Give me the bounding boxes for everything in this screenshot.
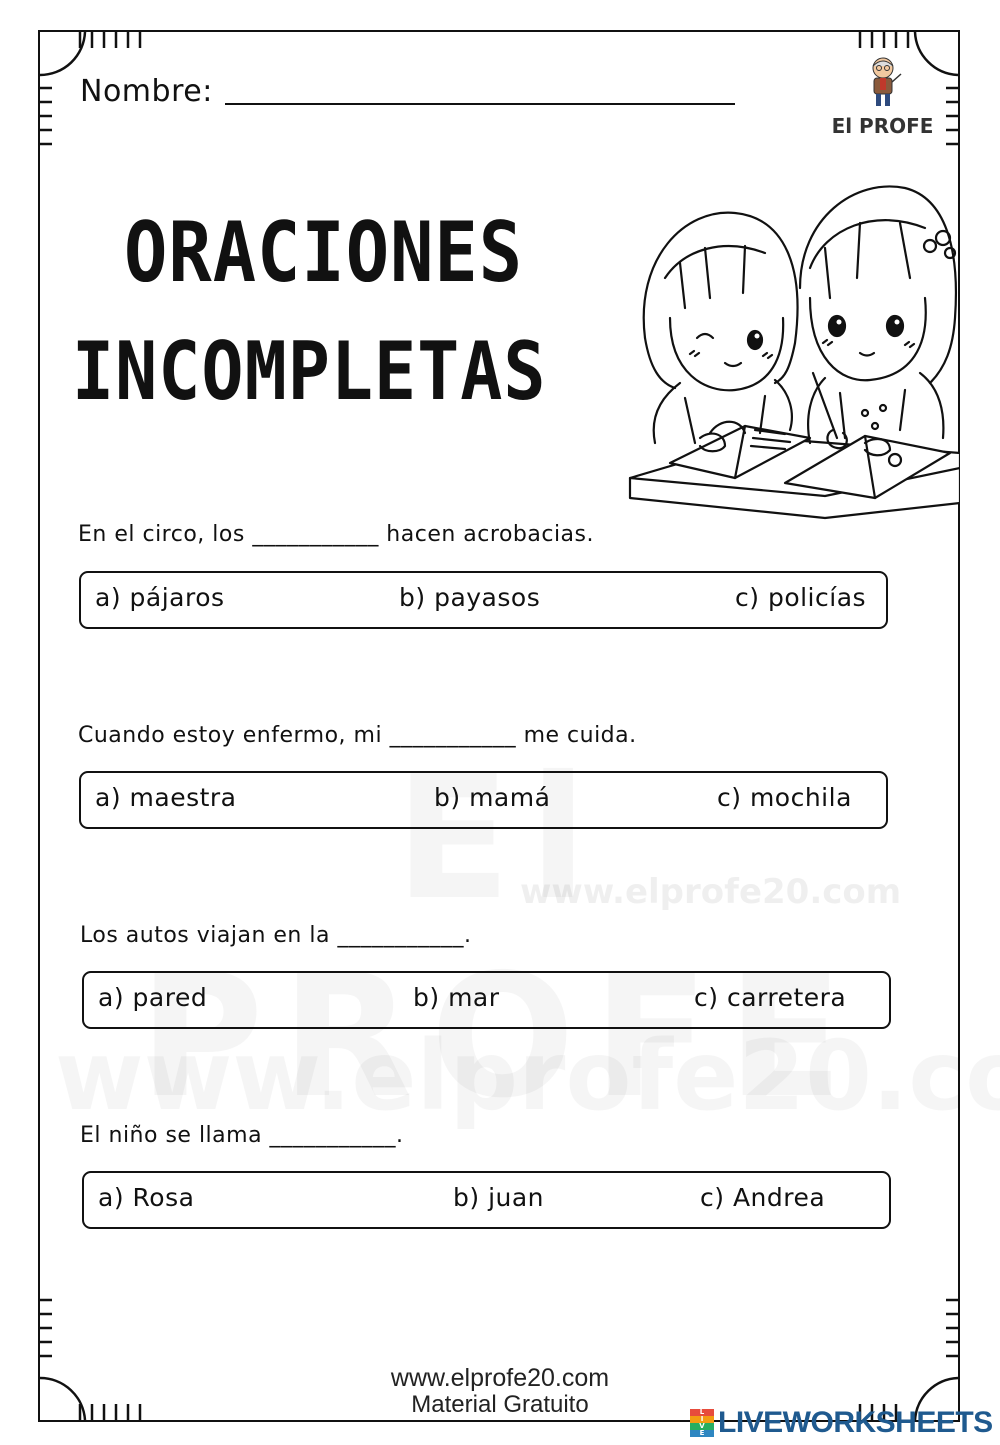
options-box-4 (82, 1171, 891, 1229)
tag-letter-i: I (690, 1416, 714, 1423)
option-2-a[interactable]: a) maestra (95, 783, 237, 812)
option-4-b[interactable]: b) juan (453, 1183, 545, 1212)
option-2-c[interactable]: c) mochila (717, 783, 852, 812)
option-1-a[interactable]: a) pájaros (95, 583, 225, 612)
liveworksheets-text: LIVEWORKSHEETS (718, 1406, 993, 1439)
options-box-1 (79, 571, 888, 629)
question-2: Cuando estoy enfermo, mi ___________ me cuida. (78, 723, 637, 748)
option-1-b[interactable]: b) payasos (399, 583, 541, 612)
footer (300, 1364, 700, 1419)
option-2-b[interactable]: b) mamá (434, 783, 551, 812)
logo-text: El PROFE (831, 114, 934, 138)
name-label: Nombre: (80, 74, 213, 109)
footer-url: www.elprofe20.com (390, 1364, 610, 1392)
option-4-a[interactable]: a) Rosa (98, 1183, 195, 1212)
question-3: Los autos viajan en la ___________. (80, 923, 472, 948)
elprofe-logo (820, 54, 945, 138)
kids-studying-illustration (625, 168, 960, 523)
watermark-url-small: www.elprofe20.com (520, 872, 902, 912)
corner-arc-top-left (40, 32, 85, 75)
name-input-line[interactable] (225, 103, 735, 105)
footer-subtitle: Material Gratuito (411, 1391, 589, 1418)
name-field-row (80, 74, 735, 109)
page-title-line-1: ORACIONES (124, 204, 524, 301)
liveworksheets-logo (690, 1406, 993, 1440)
option-3-b[interactable]: b) mar (413, 983, 500, 1012)
option-3-c[interactable]: c) carretera (694, 983, 847, 1012)
options-box-2 (79, 771, 888, 829)
question-1: En el circo, los ___________ hacen acrobacias. (78, 522, 594, 547)
option-3-a[interactable]: a) pared (98, 983, 208, 1012)
liveworksheets-tag-icon (690, 1409, 714, 1437)
question-4: El niño se llama ___________. (80, 1123, 404, 1148)
tag-letter-e: E (690, 1430, 714, 1437)
tag-letter-v: V (690, 1423, 714, 1430)
corner-arc-bottom-left (40, 1378, 85, 1420)
teacher-icon (863, 54, 903, 108)
option-1-c[interactable]: c) policías (735, 583, 867, 612)
page-title-line-2: INCOMPLETAS (72, 324, 547, 419)
option-4-c[interactable]: c) Andrea (700, 1183, 826, 1212)
options-box-3 (82, 971, 891, 1029)
tag-letter-l: L (690, 1409, 714, 1416)
